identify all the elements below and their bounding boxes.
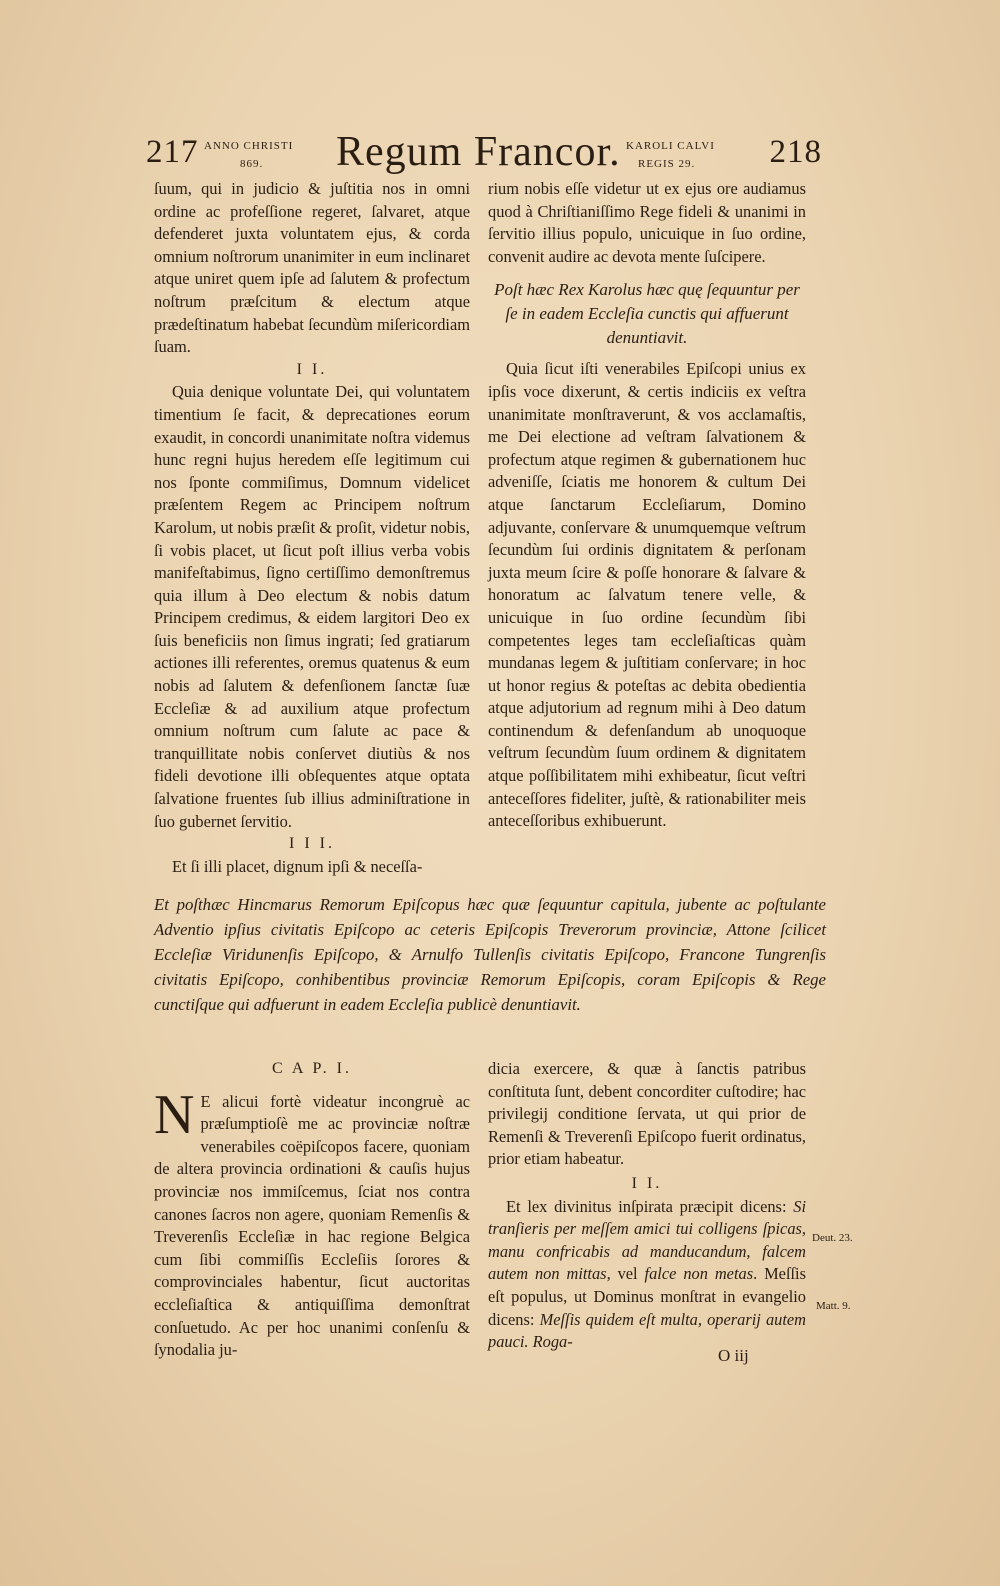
right-column xyxy=(488,178,806,833)
margin-note-deut: Deut. 23. xyxy=(812,1232,853,1244)
page-title: Regum Francor. xyxy=(336,129,621,175)
regis-label: REGIS 29. xyxy=(638,158,696,170)
italic-rubric: Poſt hæc Rex Karolus hæc quę ſequuntur per ſe in eadem Eccleſia cunctis qui affuerunt denuntiavit. xyxy=(494,280,800,348)
left-paragraph-2: Quia denique voluntate Dei, qui voluntatem timentium ſe facit, & deprecationes eorum exaudit, in concordi unanimitate noſtra videmus hunc regni hujus heredem eſſe legitimum cui nos ſponte commiſimus, Domnum videlicet præſentem Regem ac Principem noſtrum Karolum, ut nobis præſit & proſit, videtur nobis, ſi vobis placet, ut ſicut poſt illius verba vobis manifeſtabimus, ſigno certiſſimo demonſtremus quia illum à Deo electum & nobis datum Principem credimus, & eidem largitori Deo ex ſuis beneficiis non ſimus ingrati; ſed gratiarum actiones illi referentes, oremus quatenus & eum nobis ad ſalutem & defenſionem ſanctæ ſuæ Eccleſiæ & ad auxilium atque profectum omnium noſtrum cum ſalute ac pace & tranquillitate nobis conſervet diutiùs & nos fideli devotione illi obſequentes atque optata ſalvatione fruentes ſub illius adminiſtratione in ſuo gubernet ſervitio. xyxy=(154,382,470,831)
cap-section-heading-2: I I. xyxy=(631,1174,663,1192)
left-paragraph-3: Et ſi illi placet, dignum ipſi & neceſſa- xyxy=(172,856,423,876)
karoli-label: KAROLI CALVI xyxy=(626,140,715,152)
chapter-heading: C A P. I. xyxy=(272,1060,352,1077)
left-column xyxy=(154,178,470,878)
cap-right-column xyxy=(488,1058,806,1354)
margin-note-matt: Matt. 9. xyxy=(816,1300,851,1312)
cap-left-column xyxy=(154,1058,470,1362)
section-heading-2: I I. xyxy=(296,360,328,378)
signature-mark: O iij xyxy=(718,1346,749,1365)
section-heading-3: I I I. xyxy=(289,835,335,853)
cap-right-paragraph-1: dicia exercere, & quæ à ſanctis patribus conſtituta ſunt, debent concorditer cuſtodire; hac privilegij conditione ſervata, ut qui prior de Remenſi & Treverenſi Epiſcopo fuerit ordinatus, prior etiam habeatur. xyxy=(488,1059,806,1169)
right-paragraph-1: rium nobis eſſe videtur ut ex ejus ore audiamus quod à Chriſtianiſſimo Rege fideli & unanimi in ſervitio illius populo, unicuique in ſuo ordine, convenit audire ac devota mente ſuſcipere. xyxy=(488,179,806,266)
anno-year: 869. xyxy=(240,158,264,170)
page-number-left: 217 xyxy=(146,134,199,170)
full-width-rubric: Et poſthæc Hincmarus Remorum Epiſcopus hæc quæ ſequuntur capitula, jubente ac poſtulante Adventio ipſius civitatis Epiſcopo ac ceteris Epiſcopis Treverorum provinciæ, Attone ſcilicet Eccleſiæ Viridunenſis Epiſcopo, & Arnulfo Tullenſis civitatis Epiſcopo, Francone Tungrenſis civitatis Epiſcopo, conhibentibus provinciæ Remorum Epiſcopis, coram Epiſcopis & Rege cunctiſque qui adfuerunt in eadem Eccleſia publicè denuntiavit. xyxy=(154,895,826,1014)
anno-label: ANNO CHRISTI xyxy=(204,140,294,152)
right-paragraph-2: Quia ſicut iſti venerabiles Epiſcopi unius ex ipſis voce dixerunt, & certis indiciis ex veſtra unanimitate monſtraverunt, & vos acclamaſtis, me Dei electione ad veſtram ſalvationem & profectum atque regimen & gubernationem huc adveniſſe, ſciatis me honorem & cultum Dei atque ſanctarum Eccleſiarum, Domino adjuvante, conſervare & unumquemque veſtrum ſecundùm ſui ordinis dignitatem & perſonam juxta meum ſcire & poſſe honorare & ſalvare & honoratum ac ſalvatum tenere velle, & unicuique in ſuo ordine ſecundùm ſibi competentes leges tam eccleſiaſticas quàm mundanas legem & juſtitiam conſervare; in hoc ut honor regius & poteſtas ac debita obedientia atque adjutorium ad regnum mihi à Deo datum continendum & defenſandum ab unoquoque veſtrum ſecundùm ſuum ordinem & dignitatem atque poſſibilitatem mihi exhibeatur, ſicut veſtri anteceſſores fideliter, juſtè, & rationabiliter meis anteceſſoribus exhibuerunt. xyxy=(488,359,806,831)
cap-right-paragraph-2: Et lex divinitus inſpirata præcipit dicens: Si tranſieris per meſſem amici tui colligens ſpicas, manu confricabis ad manducandum, falcem autem non mittas, vel falce non metas. Meſſis eſt populus, ut Dominus monſtrat in evangelio dicens: Meſſis quidem eſt multa, operarij autem pauci. Roga- xyxy=(488,1196,806,1352)
cap-left-paragraph: E alicui fortè videatur incongruè ac præſumptioſè me ac provinciæ noſtræ venerabiles coëpiſcopos facere, quoniam de altera provincia ordinationi & cauſis hujus provinciæ nos immiſcemus, ſciat nos contra canones ſacros non agere, quoniam Remenſis & Treverenſis Eccleſiæ in hac regione Belgica cum ſibi commiſſis Eccleſiis ſorores & comprovinciales habentur, ſicut auctoritas eccleſiaſtica & antiquiſſima demonſtrat conſuetudo. Ac per hoc unanimi conſenſu & ſynodalia ju- xyxy=(154,1091,470,1360)
page-number-right: 218 xyxy=(769,134,822,170)
running-header xyxy=(146,128,822,180)
left-paragraph-1: ſuum, qui in judicio & juſtitia nos in omni ordine ac profeſſione regeret, ſalvaret, atque defenderet juxta voluntatem ejus, & corda omnium noſtrorum unanimiter in eum inclinaret atque uniret quem ipſe ad ſalutem & profectum noſtrum præſcitum & electum atque prædeſtinatum habebat ſecundùm miſericordiam ſuam. xyxy=(154,179,470,357)
drop-cap: N xyxy=(154,1083,195,1146)
